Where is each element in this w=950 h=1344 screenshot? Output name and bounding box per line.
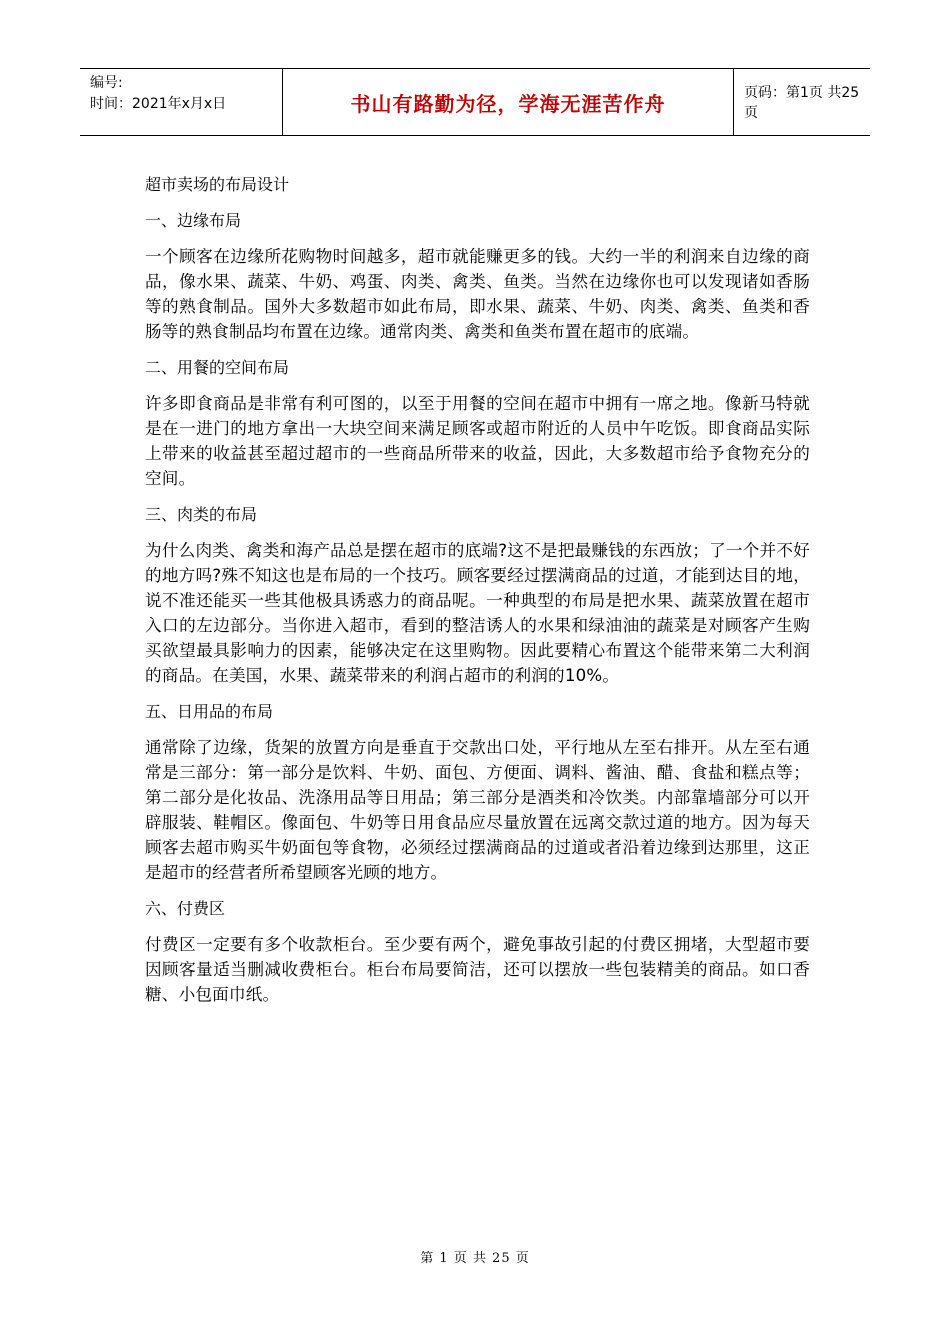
document-body xyxy=(145,172,810,1018)
document-date: 时间：2021年x月x日 xyxy=(90,96,227,112)
section-heading: 三、肉类的布局 xyxy=(145,505,258,524)
section-heading: 五、日用品的布局 xyxy=(145,702,274,721)
section-heading: 二、用餐的空间布局 xyxy=(145,358,290,377)
document-header xyxy=(80,68,870,136)
section-paragraph: 为什么肉类、禽类和海产品总是摆在超市的底端?这不是把最赚钱的东西放；了一个并不好的地方吗?殊不知这也是布局的一个技巧。顾客要经过摆满商品的过道，才能到达目的地，说不准还能买一些其他极具诱惑力的商品呢。一种典型的布局是把水果、蔬菜放置在超市入口的左边部分。当你进入超市，看到的整洁诱人的水果和绿油油的蔬菜是对顾客产生购买欲望最具影响力的因素，能够决定在这里购物。因此要精心布置这个能带来第二大利润的商品。在美国，水果、蔬菜带来的利润占超市的利润的10%。 xyxy=(145,541,810,685)
header-meta-cell xyxy=(80,69,283,135)
section-paragraph: 一个顾客在边缘所花购物时间越多，超市就能赚更多的钱。大约一半的利润来自边缘的商品，像水果、蔬菜、牛奶、鸡蛋、肉类、禽类、鱼类。当然在边缘你也可以发现诸如香肠等的熟食制品。国外大多数超市如此布局，即水果、蔬菜、牛奶、肉类、禽类、鱼类和香肠等的熟食制品均布置在边缘。通常肉类、禽类和鱼类布置在超市的底端。 xyxy=(145,247,810,341)
section-heading: 一、边缘布局 xyxy=(145,211,242,230)
document-number-label: 编号: xyxy=(90,75,123,91)
header-page-cell xyxy=(734,69,870,135)
section-heading: 六、付费区 xyxy=(145,899,226,918)
document-title: 超市卖场的布局设计 xyxy=(145,175,290,194)
section-paragraph: 通常除了边缘，货架的放置方向是垂直于交款出口处，平行地从左至右排开。从左至右通常是三部分：第一部分是饮料、牛奶、面包、方便面、调料、酱油、醋、食盐和糕点等；第二部分是化妆品、洗涤用品等日用品；第三部分是酒类和冷饮类。内部靠墙部分可以开辟服装、鞋帽区。像面包、牛奶等日用食品应尽量放置在远离交款过道的地方。因为每天顾客去超市购买牛奶面包等食物，必须经过摆满商品的过道或者沿着边缘到达那里，这正是超市的经营者所希望顾客光顾的地方。 xyxy=(145,738,810,882)
section-paragraph: 付费区一定要有多个收款柜台。至少要有两个，避免事故引起的付费区拥堵，大型超市要因顾客量适当删减收费柜台。柜台布局要简洁，还可以摆放一些包装精美的商品。如口香糖、小包面巾纸。 xyxy=(145,935,810,1004)
page-footer: 第 1 页 共 25 页 xyxy=(420,1251,530,1266)
header-motto-cell xyxy=(283,69,734,135)
section-paragraph: 许多即食商品是非常有利可图的，以至于用餐的空间在超市中拥有一席之地。像新马特就是在一进门的地方拿出一大块空间来满足顾客或超市附近的人员中午吃饭。即食商品实际上带来的收益甚至超过超市的一些商品所带来的收益，因此，大多数超市给予食物充分的空间。 xyxy=(145,394,810,488)
header-page-info: 页码：第1页 共25页 xyxy=(744,85,860,121)
header-motto: 书山有路勤为径，学海无涯苦作舟 xyxy=(350,91,666,116)
